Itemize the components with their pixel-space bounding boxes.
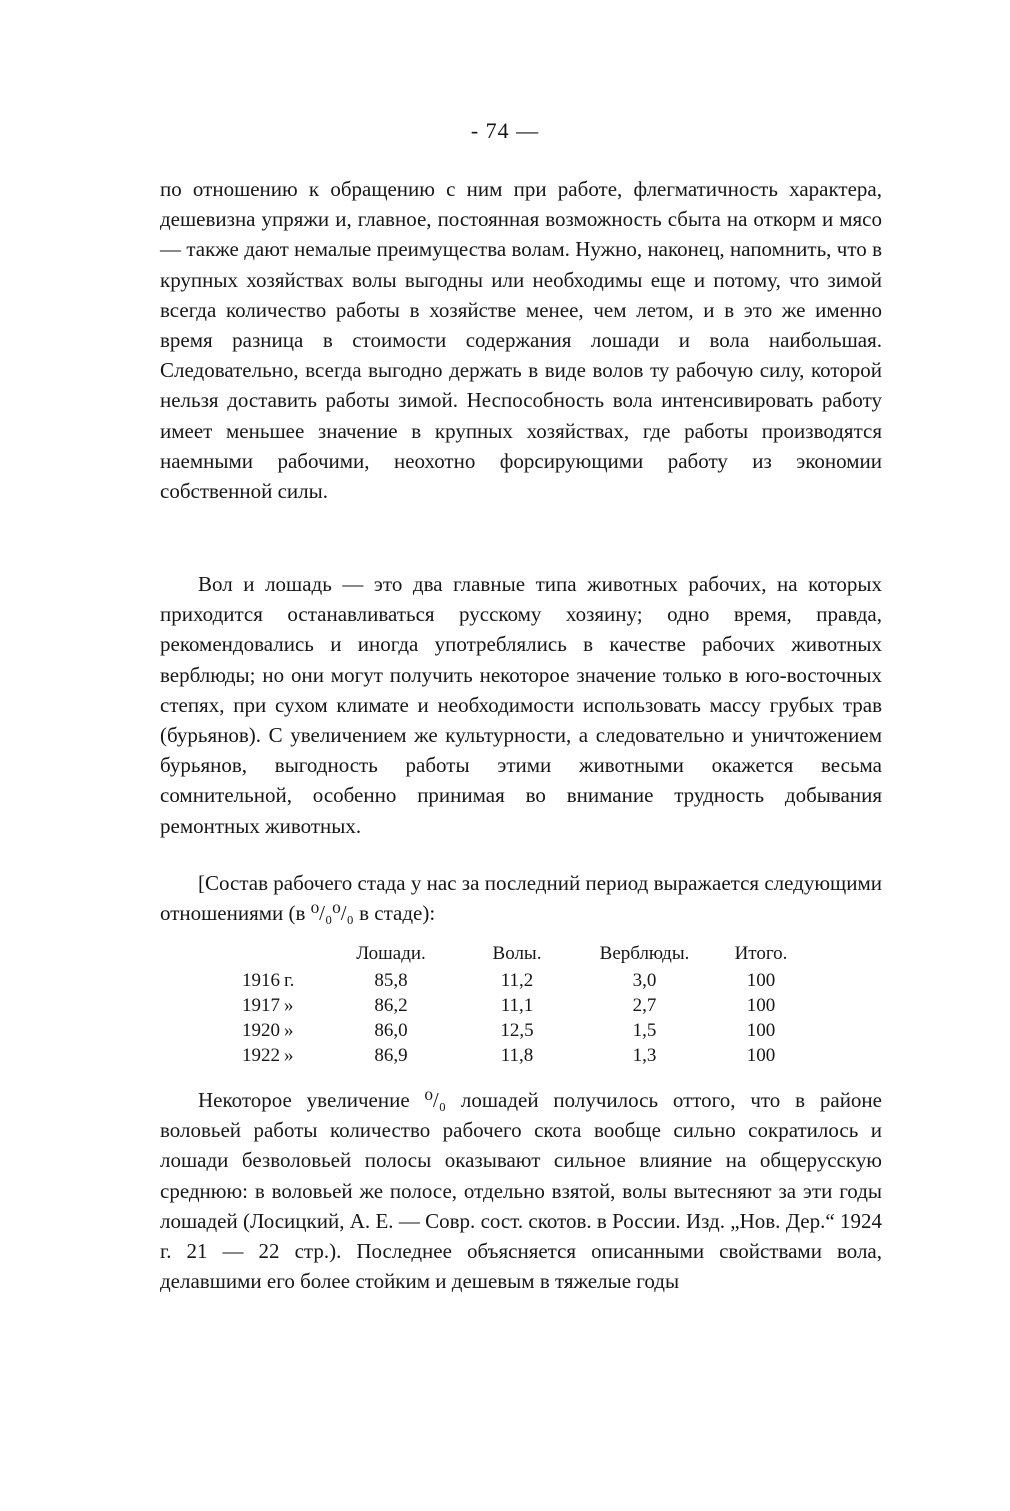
paragraph-text: по отношению к обращению с ним при работе, флегматичность характера, дешевизна упряжи и, главное, постоянная возможность сбыта на откорм и мясо — также дают немалые преимущества волам. Нужно, наконец, напомнить, что в крупных хозяйствах волы выгодны или необходимы еще и потому, что зимой всегда количество работы в хозяйстве менее, чем летом, и в это же именно время разница в стоимости содержания лошади и вола наибольшая. Следовательно, всегда выгодно держать в виде волов ту рабочую силу, которой нельзя доставить работы зимой. Неспособность вола интенсивировать работу имеет меньшее значение в крупных хозяйствах, где работы производятся наемными рабочими, неохотно форсирующими работу из экономии собственной силы. [160, 177, 882, 504]
year-cell [200, 993, 325, 1018]
table-row [200, 968, 810, 993]
table-row [200, 1043, 810, 1068]
year-value: 1922 [242, 1044, 280, 1066]
header-year [200, 940, 325, 968]
paragraph-table-commentary [160, 1085, 882, 1296]
herd-composition-table [200, 940, 810, 1068]
total-value: 100 [746, 1019, 776, 1041]
paragraph-text: Некоторое увеличение ⁰/₀ лошадей получилось оттого, что в районе воловьей работы количество рабочего скота вообще сильно сократилось и лошади безволовьей полосы оказывают сильное влияние на общерусскую среднюю: в воловьей же полосе, отдельно взятой, волы вытесняют за эти годы лошадей (Лосицкий, А. Е. — Совр. сост. скотов. в России. Изд. „Нов. Дер.“ 1924 г. 21 — 22 стр.). Последнее объясняется описанными свойствами вола, делавшими его более стойким и дешевым в тяжелые годы [160, 1088, 882, 1294]
camels-value: 2,7 [632, 994, 657, 1016]
oxen-value: 11,1 [500, 994, 534, 1016]
year-value: 1916 [242, 969, 280, 991]
oxen-value: 11,2 [500, 969, 534, 991]
total-value: 100 [746, 969, 776, 991]
oxen-value: 12,5 [500, 1019, 534, 1041]
paragraph-continuation [160, 174, 882, 506]
year-mark: » [284, 1019, 294, 1041]
paragraph-table-intro [160, 868, 882, 928]
camels-value: 1,3 [632, 1044, 657, 1066]
year-value: 1917 [242, 994, 280, 1016]
horses-value: 85,8 [374, 969, 408, 991]
year-mark: » [284, 994, 294, 1016]
paragraph-text: Вол и лошадь — это два главные типа животных рабочих, на которых приходится останавливаться русскому хозяину; одно время, правда, рекомендовались и иногда употреблялись в качестве рабочих животных верблюды; но они могут получить некоторое значение только в юго-восточных степях, при сухом климате и необходимости использовать массу грубых трав (бурьянов). С увеличением же культурности, а следовательно и уничтожением бурьянов, выгодность работы этими животными окажется весьма сомнительной, особенно принимая во внимание трудность добывания ремонтных животных. [160, 572, 882, 838]
paragraph-ox-and-horse [160, 569, 882, 841]
year-mark: г. [284, 969, 295, 991]
camels-value: 1,5 [632, 1019, 657, 1041]
header-horses: Лошади. [356, 943, 426, 964]
camels-value: 3,0 [632, 969, 657, 991]
year-mark: » [284, 1044, 294, 1066]
total-value: 100 [746, 994, 776, 1016]
table-row [200, 1018, 810, 1043]
year-cell [200, 1018, 325, 1043]
table-row [200, 993, 810, 1018]
page-number: - 74 — [470, 118, 540, 143]
horses-value: 86,2 [374, 994, 408, 1016]
table-header-row [200, 940, 810, 968]
horses-value: 86,0 [374, 1019, 408, 1041]
header-camels: Верблюды. [599, 943, 690, 964]
horses-value: 86,9 [374, 1044, 408, 1066]
paragraph-text: [Состав рабочего стада у нас за последний период выражается следующими отношениями (в ⁰/₀⁰/₀ в стаде): [160, 871, 882, 926]
year-cell [200, 1043, 325, 1068]
year-value: 1920 [242, 1019, 280, 1041]
header-total: Итого. [734, 943, 788, 964]
total-value: 100 [746, 1044, 776, 1066]
header-oxen: Волы. [492, 943, 542, 964]
oxen-value: 11,8 [500, 1044, 534, 1066]
year-cell [200, 968, 325, 993]
